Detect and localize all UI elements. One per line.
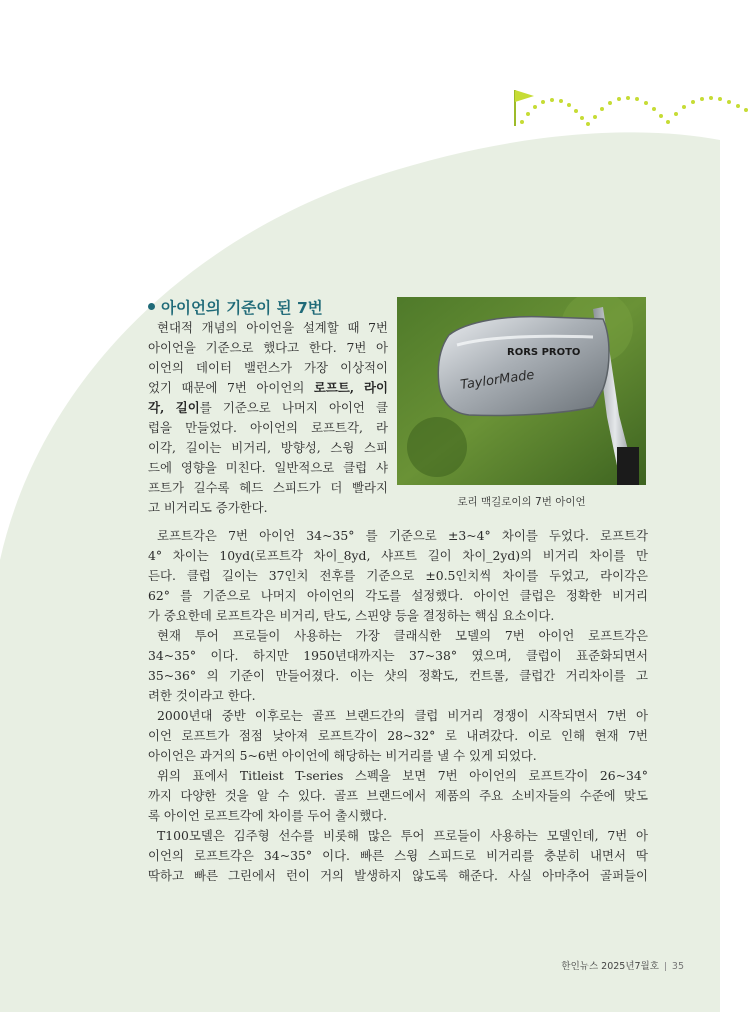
bold-text: 각, 길이 xyxy=(148,400,200,415)
text-line: 가 중요한데 로프트각은 비거리, 탄도, 스핀양 등을 결정하는 핵심 요소이다. xyxy=(148,608,555,623)
text-line: 었기 때문에 7번 아이언의 로프트, 라이 xyxy=(148,380,388,395)
page-number: 35 xyxy=(671,961,684,972)
text-line: 각, 길이를 기준으로 나머지 아이언 클 xyxy=(148,400,388,415)
text-line: 이각, 길이는 비거리, 방향성, 스윙 스피 xyxy=(148,440,388,455)
text-line: 록 아이언 로프트각에 차이를 두어 출시했다. xyxy=(148,808,388,823)
text-line: 위의 표에서 Titleist T-series 스펙을 보면 7번 아이언의 로프트각이 26~34° xyxy=(157,768,648,783)
text-line: 아이언을 기준으로 했다고 한다. 7번 아 xyxy=(148,340,388,355)
issue-label: 한인뉴스 2025년7월호 xyxy=(561,961,659,972)
text-line: 드에 영향을 미친다. 일반적으로 클럽 샤 xyxy=(148,460,388,475)
text-line: 이언의 로프트각은 34~35° 이다. 빠른 스윙 스피드로 비거리를 충분히 내면서 딱 xyxy=(148,848,648,863)
text-line: 현대적 개념의 아이언을 설계할 때 7번 xyxy=(157,320,388,335)
iron-photo xyxy=(397,297,646,485)
text-line: 2000년대 중반 이후로는 골프 브랜드간의 클럽 비거리 경쟁이 시작되면서 7번 아 xyxy=(157,708,648,723)
text-line: 딱하고 빠른 그린에서 런이 거의 발생하지 않도록 해준다. 사실 아마추어 골퍼들이 xyxy=(148,868,648,883)
text-line: 35~36° 의 기준이 만들어졌다. 이는 샷의 정확도, 컨트롤, 클럽간 거리차이를 고 xyxy=(148,668,648,683)
photo-caption: 로리 맥길로이의 7번 아이언 xyxy=(457,496,586,508)
bullet-icon xyxy=(148,303,155,310)
text-line: 62° 를 기준으로 나머지 아이언의 각도를 설정했다. 아이언 클럽은 정확한 비거리 xyxy=(148,588,648,603)
text-line: 고 비거리도 증가한다. xyxy=(148,500,268,515)
text-line: 프트가 길수록 헤드 스피드가 더 빨라지 xyxy=(148,480,388,495)
text-line: T100모델은 김주형 선수를 비롯해 많은 투어 프로들이 사용하는 모델인데, 7번 아 xyxy=(157,828,648,843)
text-line: 34~35° 이다. 하지만 1950년대까지는 37~38° 였으며, 클럽이 표준화되면서 xyxy=(148,648,648,663)
text-line: 4° 차이는 10yd(로프트각 차이_8yd, 샤프트 길이 차이_2yd)의 비거리 차이를 만 xyxy=(148,548,648,563)
flag-decoration-icon xyxy=(500,70,750,140)
text-line: 까지 다양한 것을 알 수 있다. 골프 브랜드에서 제품의 주요 소비자들의 수준에 맞도 xyxy=(148,788,648,803)
text-line: 든다. 클럽 길이는 37인치 전후를 기준으로 ±0.5인치씩 차이를 두었고, 라이각은 xyxy=(148,568,648,583)
club-model-text: RORS PROTO xyxy=(507,347,581,358)
section-title-text: 아이언의 기준이 된 7번 xyxy=(161,299,323,317)
text-line: 로프트각은 7번 아이언 34~35° 를 기준으로 ±3~4° 차이를 두었다. 로프트각 xyxy=(157,528,648,543)
section-title xyxy=(148,296,323,318)
left-column-text xyxy=(148,318,388,518)
text-line: 려한 것이라고 한다. xyxy=(148,688,256,703)
footer-divider xyxy=(665,962,666,971)
page-footer xyxy=(561,958,684,972)
bold-text: 로프트, 라이 xyxy=(313,380,388,395)
text-line: 아이언은 과거의 5~6번 아이언에 해당하는 비거리를 낼 수 있게 되었다. xyxy=(148,748,537,763)
text-line: 현재 투어 프로들이 사용하는 가장 클래식한 모델의 7번 아이언 로프트각은 xyxy=(157,628,648,643)
text-line: 럽을 만들었다. 아이언의 로프트각, 라 xyxy=(148,420,388,435)
text-line: 이언의 데이터 밸런스가 가장 이상적이 xyxy=(148,360,388,375)
club-brand-text: TaylorMade xyxy=(459,367,536,393)
text-line: 이언 로프트가 점점 낮아져 로프트각이 28~32° 로 내려갔다. 이로 인해 현재 7번 xyxy=(148,728,648,743)
body-text xyxy=(148,526,648,886)
